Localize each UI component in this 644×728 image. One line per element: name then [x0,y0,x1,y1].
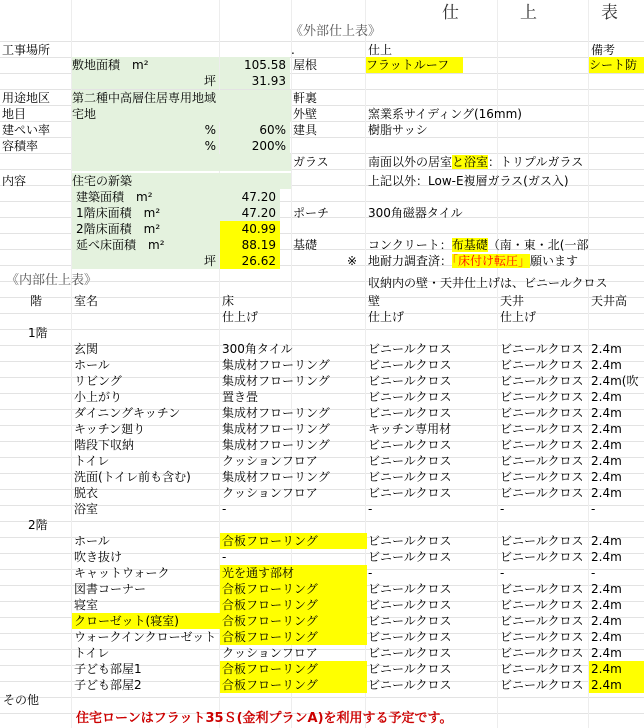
porch-label: ポーチ [293,206,330,220]
porch-value: 300角磁器タイル [368,206,463,220]
wall-finish: ビニールクロス [368,406,452,420]
ceiling-finish: ビニールクロス [500,406,584,420]
room-name: 図書コーナー [74,582,147,596]
floor-finish: 合板フローリング [220,613,367,629]
youseki-value: 200% [220,138,290,154]
wall-finish: ビニールクロス [368,646,452,660]
floor-finish: クッションフロア [222,486,318,500]
area-value-floor1: 47.20 [220,205,280,221]
title-char-3: 表 [601,3,618,23]
gaiheki-label: 外壁 [293,107,318,121]
wall-finish: ビニールクロス [368,662,452,676]
room-name: 小上がり [74,390,123,404]
kiso-label: 基礎 [293,238,318,252]
wall-finish: - [368,566,373,580]
ceiling-height: 2.4m [591,486,622,500]
ceiling-finish: ビニールクロス [500,486,584,500]
tsubo-value: 31.93 [220,73,290,89]
total-tsubo-label: 坪 [72,253,219,269]
kiso-a: コンクリート： [368,238,452,252]
floor-finish: 置き畳 [222,390,259,404]
wall-finish: ビニールクロス [368,374,452,388]
sub-finish-floor: 仕上げ [222,310,259,324]
ceiling-height: 2.4m [589,661,644,677]
glass-line1-a: 南面以外の居室 [368,155,453,169]
floor-finish: 合板フローリング [220,661,367,677]
ceiling-height: 2.4m [589,677,644,693]
col-height: 天井高 [591,294,628,308]
area-label-floor2: 2階床面積 m² [72,221,223,237]
wall-finish: ビニールクロス [368,454,452,468]
ceiling-finish: ビニールクロス [500,438,584,452]
room-name: 浴室 [74,502,99,516]
room-name: クローゼット(寝室) [72,613,221,629]
wall-finish: ビニールクロス [368,630,452,644]
area-label-floor1: 1階床面積 m² [72,205,223,221]
nokiura-label: 軒裏 [293,91,318,105]
exterior-dot: . [291,43,295,57]
room-name: 吹き抜け [74,550,123,564]
total-tsubo-value: 26.62 [220,253,280,269]
ceiling-height: 2.4m [591,646,622,660]
room-name: 洗面(トイレ前も含む) [74,470,191,484]
ceiling-finish: ビニールクロス [500,646,584,660]
kenpei-label: 建ぺい率 [2,123,51,137]
ceiling-finish: ビニールクロス [500,342,584,356]
grid-line [0,697,644,698]
shikichi-value: 105.58 [220,57,290,73]
exterior-col-finish: 仕上 [368,43,393,57]
wall-finish: ビニールクロス [368,534,452,548]
chitai-line [368,253,644,269]
tategu-label: 建具 [293,123,318,137]
room-name: トイレ [74,454,110,468]
area-label-total: 延べ床面積 m² [72,237,223,253]
youto-value: 第二種中高層住居専用地域 [72,90,291,106]
naiyou-label: 内容 [2,174,27,188]
kiso-b: 布基礎 [451,238,488,252]
wall-finish: ビニールクロス [368,358,452,372]
gaiheki-value: 窯業系サイディング(16mm) [368,107,522,121]
room-name: ダイニングキッチン [74,406,181,420]
room-name: 寝室 [74,598,99,612]
wall-finish: ビニールクロス [368,614,452,628]
floor-finish: 合板フローリング [220,581,367,597]
chimoku-label: 地目 [2,107,27,121]
wall-finish: ビニールクロス [368,598,452,612]
title-char-1: 仕 [442,3,459,23]
ceiling-height: 2.4m [591,406,622,420]
col-floor: 床 [222,294,235,308]
other-label: その他 [3,693,40,707]
floor-finish: 集成材フローリング [222,406,330,420]
room-name: リビング [74,374,122,388]
ceiling-finish: ビニールクロス [500,374,584,388]
floor-finish: クッションフロア [222,646,318,660]
roof-value: フラットルーフ [366,57,463,73]
wall-finish: ビニールクロス [368,550,452,564]
naiyou-value: 住宅の新築 [72,173,291,189]
ceiling-height: 2.4m [591,550,622,564]
floor-finish: 集成材フローリング [222,358,330,372]
ceiling-height: 2.4m [591,358,622,372]
ceiling-height: 2.4m [591,598,622,612]
sub-finish-wall: 仕上げ [368,310,405,324]
wall-finish: - [368,502,373,516]
wall-finish: ビニールクロス [368,438,452,452]
grid-line [0,521,644,522]
roof-note: シート防 [589,57,644,73]
ceiling-height: 2.4m [591,390,622,404]
ceiling-finish: ビニールクロス [500,534,584,548]
glass-line1-b: と浴室 [452,155,489,169]
ceiling-finish: ビニールクロス [500,582,584,596]
room-name: ウォークインクローゼット [74,630,217,644]
floor-finish: 集成材フローリング [222,470,330,484]
shikichi-label: 敷地面積 m² [72,57,219,73]
ceiling-finish: ビニールクロス [500,550,584,564]
roof-label: 屋根 [293,58,318,72]
floor-finish: 合板フローリング [220,629,367,645]
exterior-section-title: 《外部仕上表》 [290,24,382,39]
chitai-tail: 願います [530,254,579,268]
youseki-label: 容積率 [2,139,39,153]
ceiling-height: 2.4m(吹 [591,374,639,388]
room-name: 玄関 [74,342,99,356]
ceiling-finish: ビニールクロス [500,422,584,436]
youseki-unit: % [72,138,219,154]
ceiling-height: 2.4m [591,422,622,436]
wall-finish: ビニールクロス [368,342,452,356]
floor1-label: 1階 [28,326,48,340]
sub-finish-ceiling: 仕上げ [500,310,537,324]
wall-finish: ビニールクロス [368,390,452,404]
floor-finish: 光を通す部材 [220,565,367,581]
ceiling-height: - [591,502,596,516]
grid-line [0,313,644,314]
area-value-building: 47.20 [220,189,280,205]
ceiling-finish: ビニールクロス [500,678,584,692]
kiso-c: （南・東・北(一部 [487,238,589,252]
room-name: 子ども部屋1 [74,662,142,676]
col-floor-level: 階 [30,294,43,308]
glass-label: ガラス [293,155,329,169]
room-name: 脱衣 [74,486,99,500]
floor-finish: - [222,502,227,516]
chitai-highlight: 「床付け転圧」 [452,254,531,268]
ceiling-height: - [591,566,596,580]
floor-finish: 合板フローリング [220,597,367,613]
ceiling-height: 2.4m [591,534,622,548]
col-ceiling: 天井 [500,294,525,308]
grid-line [0,41,644,42]
floor2-label: 2階 [28,518,48,532]
floor-finish: - [222,550,227,564]
tsubo-label: 坪 [72,73,219,89]
exterior-col-note: 備考 [591,43,616,57]
area-value-total: 88.19 [220,237,280,253]
wall-finish: ビニールクロス [368,582,452,596]
col-room: 室名 [74,294,99,308]
floor-finish: 合板フローリング [220,677,367,693]
wall-finish: ビニールクロス [368,486,452,500]
ceiling-height: 2.4m [591,342,622,356]
ceiling-finish: ビニールクロス [500,614,584,628]
site-blank-band [72,154,291,171]
room-name: 子ども部屋2 [74,678,142,692]
ceiling-height: 2.4m [591,614,622,628]
floor-finish: 合板フローリング [220,533,367,549]
floor-finish: 集成材フローリング [222,438,330,452]
room-name: キャットウォーク [74,566,170,580]
col-wall: 壁 [368,294,381,308]
floor-finish: クッションフロア [222,454,318,468]
kiso-line [368,237,644,253]
ceiling-height: 2.4m [591,582,622,596]
grid-line [0,329,644,330]
wall-finish: ビニールクロス [368,678,452,692]
kenpei-unit: % [72,122,219,138]
storage-note: 収納内の壁・天井仕上げは、ビニールクロス [368,276,608,290]
ceiling-finish: ビニールクロス [500,454,584,468]
ceiling-finish: ビニールクロス [500,662,584,676]
ceiling-finish: - [500,502,505,516]
area-label-building: 建築面積 m² [72,189,223,205]
glass-line1 [368,154,644,170]
ceiling-height: 2.4m [591,470,622,484]
ceiling-finish: ビニールクロス [500,470,584,484]
footer-note: 住宅ローンはフラット35Ｓ(金利プランA)を利用する予定です。 [76,711,453,726]
ceiling-finish: ビニールクロス [500,598,584,612]
floor-finish: 300角タイル [222,342,293,356]
glass-line1-c: ：トリプルガラス [488,155,584,169]
room-name: ホール [74,534,110,548]
wall-finish: ビニールクロス [368,470,452,484]
chimoku-value: 宅地 [72,106,291,122]
ceiling-finish: ビニールクロス [500,630,584,644]
koujibasho-label: 工事場所 [2,43,51,57]
glass-line2: 上記以外：Low-E複層ガラス(ガス入) [368,174,569,188]
tategu-value: 樹脂サッシ [368,123,428,137]
area-value-floor2: 40.99 [220,221,280,237]
room-name: トイレ [74,646,110,660]
kome-mark: ※ [347,254,358,268]
floor-finish: 集成材フローリング [222,374,330,388]
ceiling-height: 2.4m [591,630,622,644]
kenpei-value: 60% [220,122,290,138]
ceiling-height: 2.4m [591,438,622,452]
chitai-label: 地耐力調査済： [368,254,453,268]
ceiling-finish: ビニールクロス [500,390,584,404]
title-char-2: 上 [520,3,537,23]
wall-finish: キッチン専用材 [368,422,452,436]
youto-label: 用途地区 [2,91,51,105]
room-name: キッチン廻り [74,422,146,436]
room-name: ホール [74,358,110,372]
ceiling-height: 2.4m [591,454,622,468]
interior-section-title: 《内部仕上表》 [6,273,98,288]
ceiling-finish: ビニールクロス [500,358,584,372]
ceiling-finish: - [500,566,505,580]
floor-finish: 集成材フローリング [222,422,330,436]
room-name: 階段下収納 [74,438,135,452]
